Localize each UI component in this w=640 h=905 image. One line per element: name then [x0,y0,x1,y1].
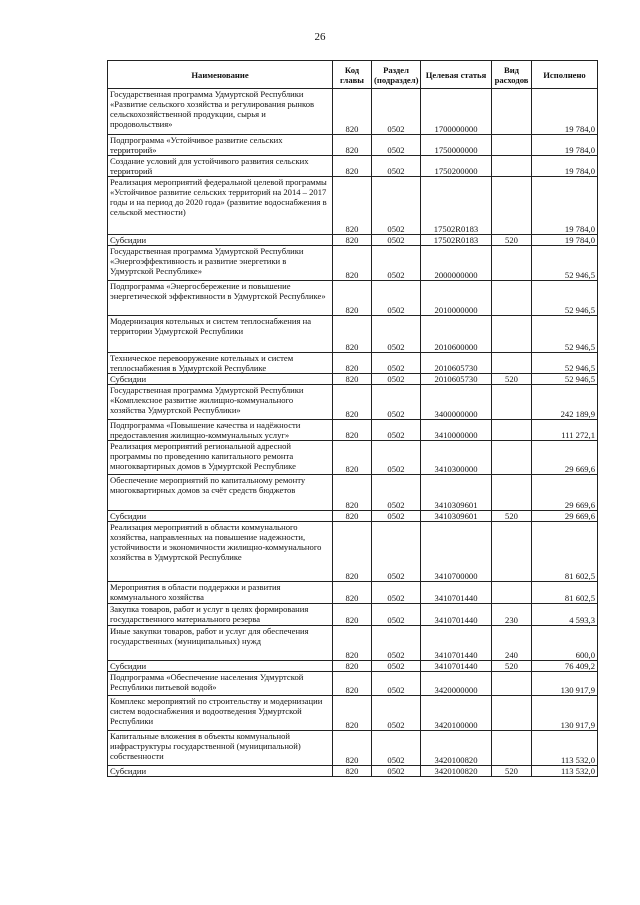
row-expense-type-cell [492,135,532,156]
expenditure-table [107,60,598,777]
row-head-code-cell: 820 [333,766,372,777]
table-row [108,246,598,281]
row-section-cell: 0502 [372,89,421,135]
row-expense-type-cell [492,246,532,281]
row-head-code-cell: 820 [333,135,372,156]
row-amount-cell: 29 669,6 [532,511,598,522]
row-name-cell: Государственная программа Удмуртской Республики «Энергоэффективность и развитие энергетики в Удмуртской Республике» [108,246,333,281]
row-section-cell: 0502 [372,135,421,156]
row-name-cell: Подпрограмма «Устойчивое развитие сельских территорий» [108,135,333,156]
table-row [108,661,598,672]
row-head-code-cell: 820 [333,731,372,766]
row-name-cell: Подпрограмма «Повышение качества и надёжности предоставления жилищно-коммунальных услуг» [108,420,333,441]
row-amount-cell: 19 784,0 [532,177,598,235]
row-amount-cell: 76 409,2 [532,661,598,672]
table-row [108,177,598,235]
table-row [108,441,598,475]
row-name-cell: Реализация мероприятий в области коммунального хозяйства, направленных на повышение надежности, устойчивости и экономичности жилищно-коммунального хозяйства в Удмуртской Республике [108,522,333,582]
row-head-code-cell: 820 [333,156,372,177]
row-section-cell: 0502 [372,661,421,672]
row-target-cell: 3410701440 [421,582,492,604]
row-name-cell: Капитальные вложения в объекты коммунальной инфраструктуры государственной (муниципальной) собственности [108,731,333,766]
table-row [108,235,598,246]
row-expense-type-cell: 520 [492,235,532,246]
row-amount-cell: 113 532,0 [532,766,598,777]
row-expense-type-cell [492,385,532,420]
row-name-cell: Создание условий для устойчивого развития сельских территорий [108,156,333,177]
table-row [108,374,598,385]
row-head-code-cell: 820 [333,511,372,522]
row-name-cell: Подпрограмма «Обеспечение населения Удмуртской Республики питьевой водой» [108,672,333,696]
row-section-cell: 0502 [372,766,421,777]
row-head-code-cell: 820 [333,626,372,661]
row-amount-cell: 130 917,9 [532,696,598,731]
row-amount-cell: 29 669,6 [532,441,598,475]
row-head-code-cell: 820 [333,441,372,475]
row-section-cell: 0502 [372,604,421,626]
row-expense-type-cell [492,316,532,353]
row-head-code-cell: 820 [333,475,372,511]
row-section-cell: 0502 [372,441,421,475]
row-expense-type-cell [492,696,532,731]
row-amount-cell: 81 602,5 [532,582,598,604]
row-expense-type-cell [492,353,532,374]
row-section-cell: 0502 [372,353,421,374]
row-target-cell: 3400000000 [421,385,492,420]
row-amount-cell: 19 784,0 [532,235,598,246]
row-target-cell: 2000000000 [421,246,492,281]
row-name-cell: Субсидии [108,766,333,777]
table-row [108,522,598,582]
row-target-cell: 1750000000 [421,135,492,156]
row-expense-type-cell: 240 [492,626,532,661]
row-section-cell: 0502 [372,522,421,582]
table-row [108,511,598,522]
table-row [108,135,598,156]
row-section-cell: 0502 [372,235,421,246]
row-head-code-cell: 820 [333,177,372,235]
row-amount-cell: 19 784,0 [532,135,598,156]
row-target-cell: 3420100820 [421,766,492,777]
table-row [108,582,598,604]
row-amount-cell: 52 946,5 [532,353,598,374]
row-name-cell: Субсидии [108,661,333,672]
row-target-cell: 2010605730 [421,353,492,374]
row-target-cell: 2010000000 [421,281,492,316]
row-expense-type-cell [492,475,532,511]
row-amount-cell: 130 917,9 [532,672,598,696]
row-target-cell: 3410000000 [421,420,492,441]
row-amount-cell: 19 784,0 [532,156,598,177]
row-head-code-cell: 820 [333,696,372,731]
row-target-cell: 1700000000 [421,89,492,135]
row-head-code-cell: 820 [333,385,372,420]
row-expense-type-cell [492,731,532,766]
row-expense-type-cell [492,281,532,316]
row-target-cell: 3410700000 [421,522,492,582]
row-section-cell: 0502 [372,316,421,353]
row-amount-cell: 600,0 [532,626,598,661]
row-section-cell: 0502 [372,246,421,281]
row-target-cell: 3410701440 [421,661,492,672]
row-section-cell: 0502 [372,475,421,511]
row-target-cell: 3410300000 [421,441,492,475]
row-section-cell: 0502 [372,385,421,420]
row-section-cell: 0502 [372,177,421,235]
table-row [108,420,598,441]
row-head-code-cell: 820 [333,281,372,316]
table-row [108,385,598,420]
row-target-cell: 3420100820 [421,731,492,766]
row-amount-cell: 52 946,5 [532,246,598,281]
row-head-code-cell: 820 [333,246,372,281]
row-amount-cell: 81 602,5 [532,522,598,582]
row-name-cell: Закупка товаров, работ и услуг в целях формирования государственного материального резерва [108,604,333,626]
table-header [108,61,598,89]
row-expense-type-cell [492,156,532,177]
header-section: Раздел (подраздел) [372,61,421,89]
table-row [108,475,598,511]
row-name-cell: Подпрограмма «Энергосбережение и повышение энергетической эффективности в Удмуртской Республике» [108,281,333,316]
table-body [108,89,598,777]
row-target-cell: 3410309601 [421,511,492,522]
row-name-cell: Иные закупки товаров, работ и услуг для обеспечения государственных (муниципальных) нужд [108,626,333,661]
row-expense-type-cell: 520 [492,374,532,385]
table-row [108,731,598,766]
row-expense-type-cell: 230 [492,604,532,626]
table-row [108,696,598,731]
row-name-cell: Государственная программа Удмуртской Республики «Комплексное развитие жилищно-коммунального хозяйства Удмуртской Республики» [108,385,333,420]
row-expense-type-cell [492,420,532,441]
row-name-cell: Техническое перевооружение котельных и систем теплоснабжения в Удмуртской Республике [108,353,333,374]
row-name-cell: Субсидии [108,511,333,522]
row-target-cell: 2010600000 [421,316,492,353]
table-row [108,604,598,626]
table-row [108,316,598,353]
row-expense-type-cell [492,582,532,604]
header-head-code: Код главы [333,61,372,89]
row-expense-type-cell: 520 [492,766,532,777]
row-head-code-cell: 820 [333,420,372,441]
row-expense-type-cell [492,441,532,475]
row-head-code-cell: 820 [333,374,372,385]
row-section-cell: 0502 [372,626,421,661]
header-target: Целевая статья [421,61,492,89]
row-head-code-cell: 820 [333,89,372,135]
table-row [108,281,598,316]
table-row [108,766,598,777]
row-expense-type-cell [492,672,532,696]
row-expense-type-cell: 520 [492,511,532,522]
row-name-cell: Мероприятия в области поддержки и развития коммунального хозяйства [108,582,333,604]
row-amount-cell: 52 946,5 [532,281,598,316]
row-amount-cell: 4 593,3 [532,604,598,626]
row-section-cell: 0502 [372,672,421,696]
row-section-cell: 0502 [372,731,421,766]
row-head-code-cell: 820 [333,522,372,582]
row-amount-cell: 52 946,5 [532,374,598,385]
row-head-code-cell: 820 [333,353,372,374]
row-amount-cell: 19 784,0 [532,89,598,135]
row-amount-cell: 242 189,9 [532,385,598,420]
row-expense-type-cell [492,177,532,235]
row-section-cell: 0502 [372,511,421,522]
row-head-code-cell: 820 [333,582,372,604]
row-target-cell: 3410309601 [421,475,492,511]
row-head-code-cell: 820 [333,672,372,696]
row-amount-cell: 113 532,0 [532,731,598,766]
row-target-cell: 17502R0183 [421,177,492,235]
row-name-cell: Реализация мероприятий региональной адресной программы по проведению капитального ремонта многоквартирных домов в Удмуртской Республике [108,441,333,475]
row-amount-cell: 111 272,1 [532,420,598,441]
row-target-cell: 2010605730 [421,374,492,385]
table-row [108,353,598,374]
row-target-cell: 3410701440 [421,626,492,661]
row-target-cell: 3420000000 [421,672,492,696]
page-number: 26 [314,31,326,43]
row-section-cell: 0502 [372,281,421,316]
table-row [108,89,598,135]
row-target-cell: 3420100000 [421,696,492,731]
table-row [108,156,598,177]
row-section-cell: 0502 [372,582,421,604]
row-head-code-cell: 820 [333,604,372,626]
row-expense-type-cell: 520 [492,661,532,672]
header-name: Наименование [108,61,333,89]
row-name-cell: Субсидии [108,374,333,385]
row-section-cell: 0502 [372,696,421,731]
row-section-cell: 0502 [372,420,421,441]
row-name-cell: Государственная программа Удмуртской Республики «Развитие сельского хозяйства и регулирования рынков сельскохозяйственной продукции, сырья и продовольствия» [108,89,333,135]
row-name-cell: Модернизация котельных и систем теплоснабжения на территории Удмуртской Республики [108,316,333,353]
row-target-cell: 3410701440 [421,604,492,626]
table-row [108,672,598,696]
header-amount: Исполнено [532,61,598,89]
row-expense-type-cell [492,522,532,582]
row-head-code-cell: 820 [333,316,372,353]
row-target-cell: 17502R0183 [421,235,492,246]
row-expense-type-cell [492,89,532,135]
row-name-cell: Обеспечение мероприятий по капитальному ремонту многоквартирных домов за счёт средств бюджетов [108,475,333,511]
row-head-code-cell: 820 [333,235,372,246]
row-section-cell: 0502 [372,374,421,385]
table-row [108,626,598,661]
row-name-cell: Реализация мероприятий федеральной целевой программы «Устойчивое развитие сельских территорий на 2014 – 2017 годы и на период до 2020 года» (развитие водоснабжения в сельской местности) [108,177,333,235]
row-section-cell: 0502 [372,156,421,177]
row-name-cell: Субсидии [108,235,333,246]
row-amount-cell: 52 946,5 [532,316,598,353]
row-head-code-cell: 820 [333,661,372,672]
header-expense-type: Вид расходов [492,61,532,89]
row-name-cell: Комплекс мероприятий по строительству и модернизации систем водоснабжения и водоотведения Удмуртской Республики [108,696,333,731]
row-amount-cell: 29 669,6 [532,475,598,511]
row-target-cell: 1750200000 [421,156,492,177]
